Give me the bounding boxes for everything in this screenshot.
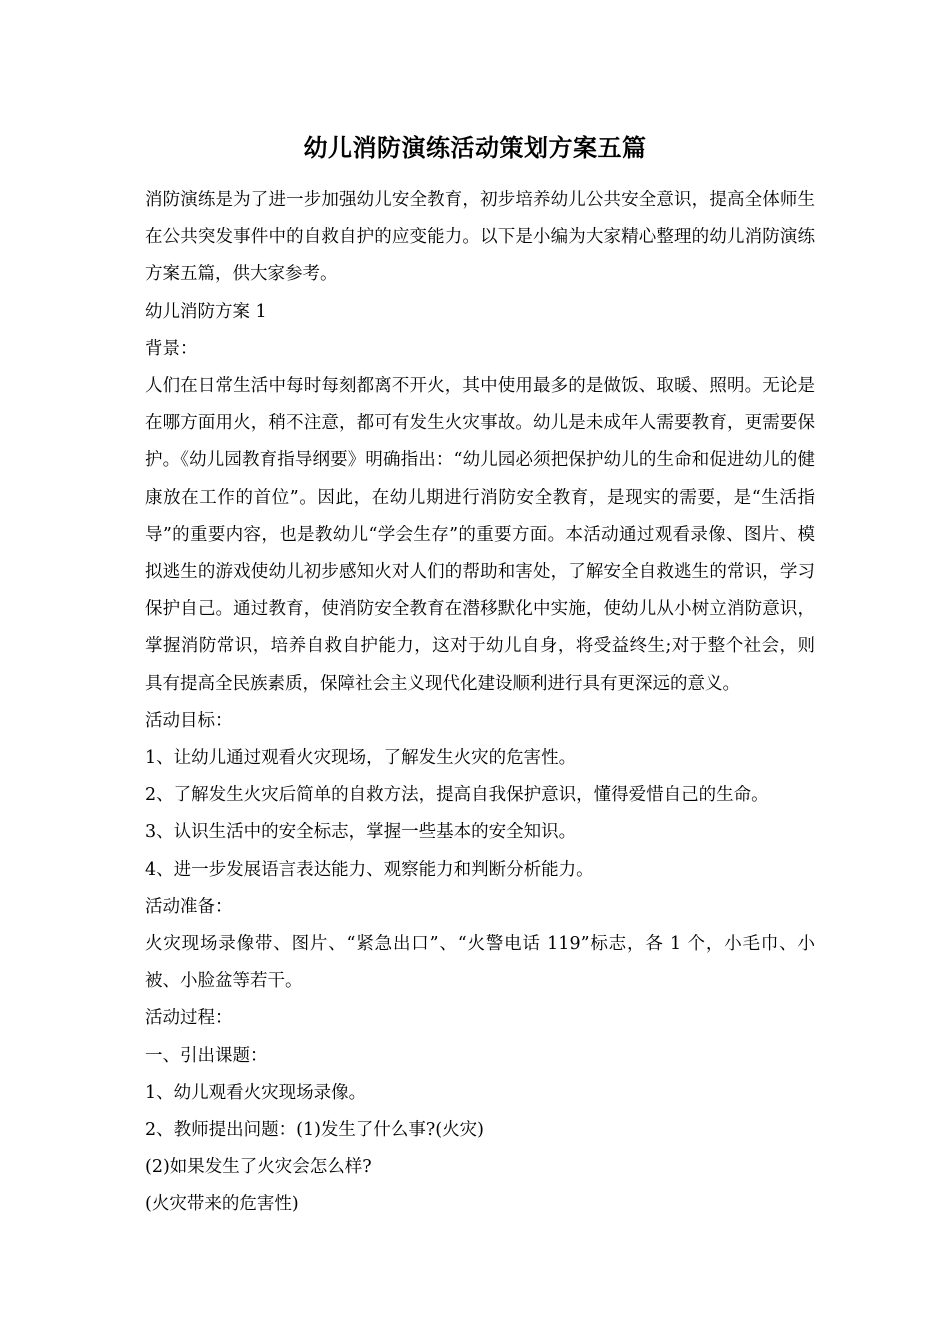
heading-activity-preparation: 活动准备： — [145, 896, 233, 917]
process-step: 1、幼儿观看火灾现场录像。 — [145, 1082, 367, 1103]
heading-activity-goals: 活动目标： — [145, 710, 233, 731]
preparation-paragraph: 火灾现场录像带、图片、“紧急出口”、“火警电话 119”标志，各 1 个，小毛巾、小被、小脸盆等若干。 — [145, 934, 815, 992]
goal-item: 2、了解发生火灾后简单的自救方法，提高自我保护意识，懂得爱惜自己的生命。 — [145, 785, 769, 806]
heading-introduce-topic: 一、引出课题： — [145, 1045, 268, 1066]
intro-paragraph: 消防演练是为了进一步加强幼儿安全教育，初步培养幼儿公共安全意识，提高全体师生在公共突发事件中的自救自护的应变能力。以下是小编为大家精心整理的幼儿消防演练方案五篇，供大家参考。 — [145, 190, 815, 285]
goal-item: 1、让幼儿通过观看火灾现场，了解发生火灾的危害性。 — [145, 748, 577, 769]
document-body — [145, 182, 815, 1224]
goal-item: 3、认识生活中的安全标志，掌握一些基本的安全知识。 — [145, 822, 577, 843]
goal-item: 4、进一步发展语言表达能力、观察能力和判断分析能力。 — [145, 859, 594, 880]
process-step: 2、教师提出问题：(1)发生了什么事?(火灾) — [145, 1120, 484, 1141]
heading-activity-process: 活动过程： — [145, 1008, 233, 1029]
heading-background: 背景： — [145, 338, 198, 359]
section-heading-plan-1: 幼儿消防方案 1 — [145, 301, 267, 322]
process-question: (2)如果发生了火灾会怎么样? — [145, 1157, 372, 1178]
process-answer: (火灾带来的危害性) — [145, 1194, 299, 1215]
document-title: 幼儿消防演练活动策划方案五篇 — [303, 133, 647, 162]
background-paragraph: 人们在日常生活中每时每刻都离不开火，其中使用最多的是做饭、取暖、照明。无论是在哪方面用火，稍不注意，都可有发生火灾事故。幼儿是未成年人需要教育，更需要保护。《幼儿园教育指导纲要》明确指出：“幼儿园必须把保护幼儿的生命和促进幼儿的健康放在工作的首位”。因此，在幼儿期进行消防安全教育，是现实的需要，是“生活指导”的重要内容，也是教幼儿“学会生存”的重要方面。本活动通过观看录像、图片、模拟逃生的游戏使幼儿初步感知火对人们的帮助和害处，了解安全自救逃生的常识，学习保护自己。通过教育，使消防安全教育在潜移默化中实施，使幼儿从小树立消防意识，掌握消防常识，培养自救自护能力，这对于幼儿自身，将受益终生;对于整个社会，则具有提高全民族素质，保障社会主义现代化建设顺利进行具有更深远的意义。 — [145, 376, 815, 694]
